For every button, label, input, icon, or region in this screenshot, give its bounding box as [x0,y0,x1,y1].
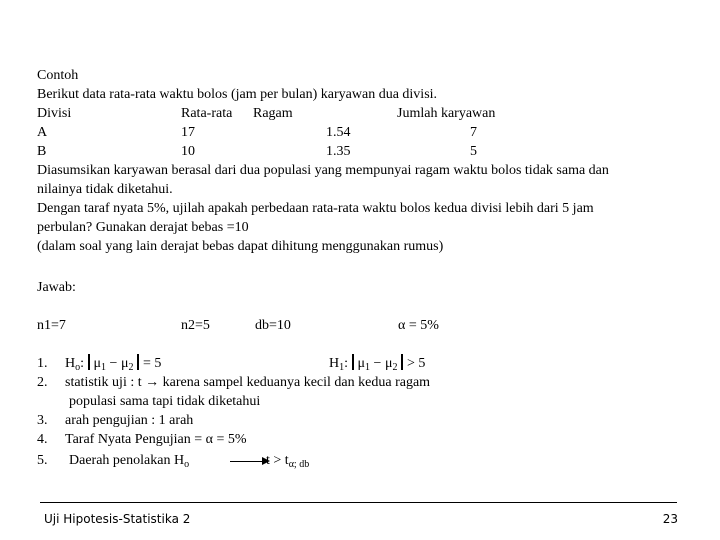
step-3-text: arah pengujian : 1 arah [65,413,194,428]
arrow-line [230,461,264,462]
footer-title: Uji Hipotesis-Statistika 2 [44,512,191,526]
table-header-ragam: Ragam [253,106,293,121]
table-header-divisi: Divisi [37,106,72,121]
step-5-number: 5. [37,453,48,468]
table-cell-jumlah-a: 7 [470,125,477,140]
step-4-text: Taraf Nyata Pengujian = α = 5% [65,432,247,447]
step-5-rejection-rule: $t > t_{\alpha; db}$ [266,453,310,470]
param-db: db=10 [255,318,291,333]
step-2-text: statistik uji : t → karena sampel keduanya kecil dan kedua ragam [65,375,431,390]
intro-text: Berikut data rata-rata waktu bolos (jam per bulan) karyawan dua divisi. [37,87,438,102]
table-header-jumlah: Jumlah karyawan [397,106,496,121]
assumption-line-2: nilainya tidak diketahui. [37,182,173,197]
answer-label: Jawab: [37,280,76,295]
footer-divider [40,502,677,503]
table-header-rata-rata: Rata-rata [181,106,233,121]
table-cell-jumlah-b: 5 [470,144,477,159]
step-1-number: 1. [37,356,48,371]
param-n1: n1=7 [37,318,66,333]
param-alpha: α = 5% [398,318,439,333]
table-cell-rata-b: 10 [181,144,195,159]
page-number: 23 [662,512,678,526]
table-cell-divisi-a: A [37,125,48,140]
step-4-number: 4. [37,432,48,447]
table-cell-divisi-b: B [37,144,47,159]
step-2-number: 2. [37,375,48,390]
step-1-null-hypothesis: $H_o$: $\mu_1 - \mu_2 = 5$ [65,356,162,373]
question-line-2: perbulan? Gunakan derajat bebas =10 [37,220,249,235]
slide-title: Contoh [37,68,79,83]
step-1-alt-hypothesis: $H_1$: $\mu_1 - \mu_2 > 5$ [329,356,426,373]
table-cell-rata-a: 17 [181,125,195,140]
step-2-text-cont: populasi sama tapi tidak diketahui [69,394,261,409]
table-cell-ragam-b: 1.35 [326,144,351,159]
table-cell-ragam-a: 1.54 [326,125,351,140]
question-line-1: Dengan taraf nyata 5%, ujilah apakah perbedaan rata-rata waktu bolos kedua divisi lebih dari 5 jam [37,201,594,216]
question-line-3: (dalam soal yang lain derajat bebas dapat dihitung menggunakan rumus) [37,239,444,254]
step-5-text: Daerah penolakan $H_o$ [69,453,190,470]
param-n2: n2=5 [181,318,210,333]
assumption-line-1: Diasumsikan karyawan berasal dari dua populasi yang mempunyai ragam waktu bolos tidak sama dan [37,163,609,178]
step-3-number: 3. [37,413,48,428]
